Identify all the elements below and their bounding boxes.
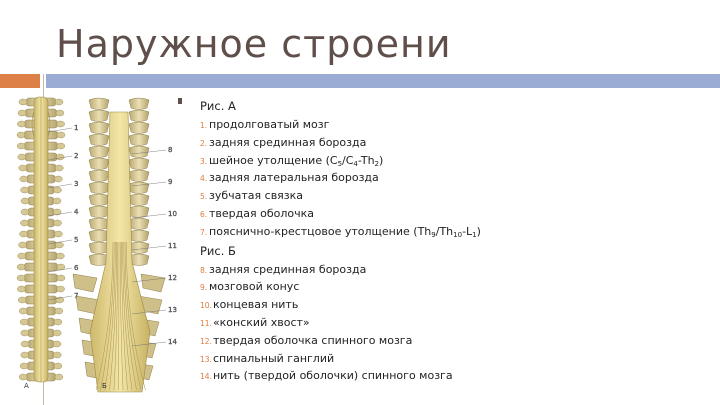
subscript: 5 xyxy=(337,159,343,168)
legend-item-number: 9. xyxy=(200,283,208,293)
legend-item-number: 3. xyxy=(200,156,208,166)
heading-figure-b: Рис. Б xyxy=(200,243,236,258)
legend-item xyxy=(200,169,710,187)
callout-number: 12 xyxy=(168,274,177,282)
legend-item-number: 1. xyxy=(200,121,208,130)
legend-item-text xyxy=(209,225,481,238)
legend-item-text xyxy=(209,154,383,167)
legend-item-text-part: /C xyxy=(342,153,354,167)
legend-item-number: 7. xyxy=(200,227,208,237)
subscript: 4 xyxy=(353,159,358,168)
legend-item xyxy=(200,261,710,279)
legend-item-text: задняя срединная борозда xyxy=(209,262,367,276)
legend-group-a xyxy=(200,116,710,241)
spinal-cord-illustration xyxy=(0,92,196,402)
subscript: 1 xyxy=(472,230,477,239)
legend-item xyxy=(200,223,710,241)
legend-item-text-part: пояснично-крестцовое утолщение (Th xyxy=(209,224,432,238)
legend-item-text: продолговатый мозг xyxy=(209,118,330,131)
legend-item-number: 8. xyxy=(200,265,208,275)
legend-item xyxy=(200,350,710,368)
legend-item xyxy=(200,332,710,350)
figure-b xyxy=(73,98,165,392)
legend-item xyxy=(200,205,710,223)
legend-item xyxy=(200,367,710,385)
legend-item-text-part: ) xyxy=(476,224,481,238)
legend-item-text: твердая оболочка спинного мозга xyxy=(212,333,413,347)
subscript: 9 xyxy=(431,230,436,239)
bullet-marker xyxy=(178,98,182,104)
callout-number: 10 xyxy=(168,210,177,218)
subscript: 10 xyxy=(453,230,463,239)
legend-item-text-part: ) xyxy=(379,153,384,167)
callout-number: 4 xyxy=(74,208,79,216)
legend-item-text: задняя срединная борозда xyxy=(209,135,367,149)
legend-item-number: 2. xyxy=(200,138,208,148)
legend-item-number: 6. xyxy=(200,209,208,219)
legend-item-number: 4. xyxy=(200,174,208,184)
legend-list xyxy=(200,96,710,385)
legend-item-text: концевая нить xyxy=(212,298,299,312)
heading-figure-a: Рис. А xyxy=(200,99,236,113)
callout-number: 11 xyxy=(168,242,177,250)
legend-item xyxy=(200,314,710,332)
legend-item-number: 5. xyxy=(200,192,208,202)
callout-number: 5 xyxy=(74,236,79,244)
legend-item-text: «конский хвост» xyxy=(212,315,310,329)
callout-number: 2 xyxy=(74,152,79,160)
legend-item-text-part: шейное утолщение (C xyxy=(209,153,338,167)
legend-item xyxy=(200,278,710,296)
callout-number: 8 xyxy=(168,146,173,154)
legend-item-number: 10. xyxy=(200,301,212,311)
callout-line xyxy=(48,128,72,132)
legend-item-text-part: -L xyxy=(462,224,473,238)
legend-item xyxy=(200,134,710,152)
legend-item-text-part: -Th xyxy=(357,153,375,167)
slide-title: Наружное строени xyxy=(56,22,452,66)
callout-number: 6 xyxy=(74,264,79,272)
legend-item-number: 14. xyxy=(200,372,212,382)
callout-number: 3 xyxy=(74,180,79,188)
legend-item xyxy=(200,116,710,134)
legend-item-text-part: /Th xyxy=(435,224,454,238)
legend-item-text: твердая оболочка xyxy=(209,206,314,220)
legend-item-number: 12. xyxy=(200,336,212,346)
legend-item-text: зубчатая связка xyxy=(209,189,304,203)
figure-label-a: А xyxy=(24,382,29,390)
legend-item-text: нить (твердой оболочки) спинного мозга xyxy=(212,369,453,383)
accent-bar-blue xyxy=(46,74,720,88)
subscript: 2 xyxy=(374,159,380,168)
callout-number: 13 xyxy=(168,306,177,314)
legend-item-text: мозговой конус xyxy=(209,280,300,294)
legend-item xyxy=(200,152,710,170)
figure-label-b: Б xyxy=(102,382,107,390)
callout-number: 9 xyxy=(168,178,173,186)
callout-number: 7 xyxy=(74,292,79,300)
figure-a xyxy=(17,97,65,382)
legend-group-b xyxy=(200,261,710,386)
legend-item xyxy=(200,187,710,205)
legend-item-number: 13. xyxy=(200,354,212,364)
callout-number: 14 xyxy=(168,338,177,346)
legend-item-number: 11. xyxy=(200,318,212,328)
legend-item-text: спинальный ганглий xyxy=(212,351,335,365)
legend-item-text: задняя латеральная борозда xyxy=(209,171,379,185)
accent-bar-orange xyxy=(0,74,40,88)
legend-item xyxy=(200,296,710,314)
callout-number: 1 xyxy=(74,124,79,132)
